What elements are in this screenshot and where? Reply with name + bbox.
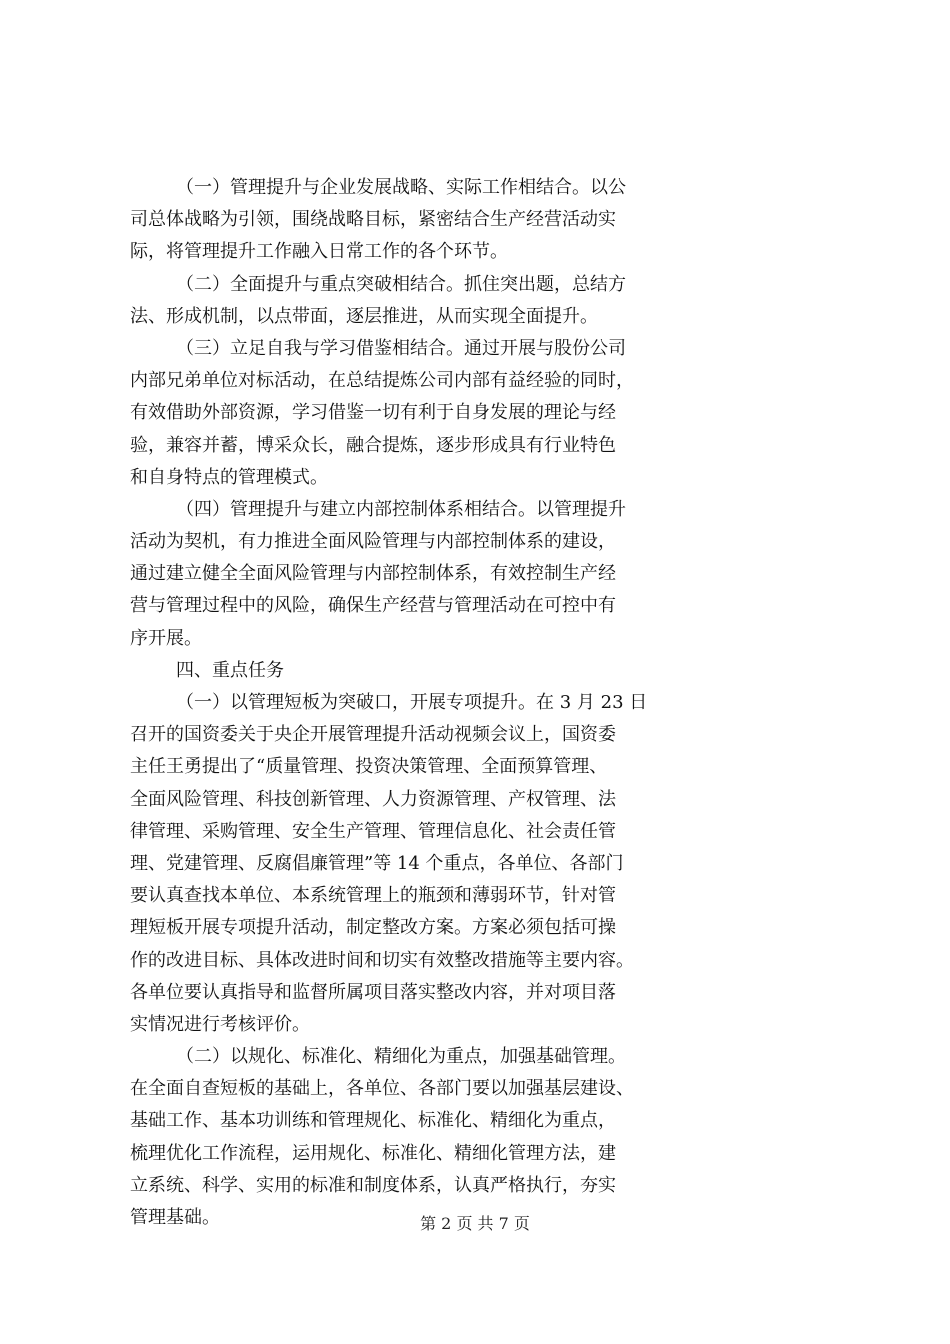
page-footer: 第 2 页 共 7 页	[420, 1214, 530, 1233]
text-line: 梳理优化工作流程，运用规化、标准化、精细化管理方法，建	[130, 1142, 616, 1164]
text-line: 主任王勇提出了“质量管理、投资决策管理、全面预算管理、	[130, 756, 608, 778]
text-line: 全面风险管理、科技创新管理、人力资源管理、产权管理、法	[130, 788, 616, 810]
text-line: （一）以管理短板为突破口，开展专项提升。在 3 月 23 日	[176, 692, 648, 713]
text-line: 立系统、科学、实用的标准和制度体系，认真严格执行，夯实	[130, 1174, 616, 1196]
text-line: 在全面自查短板的基础上，各单位、各部门要以加强基层建设、	[130, 1078, 634, 1100]
text-line: 司总体战略为引领，围绕战略目标，紧密结合生产经营活动实	[130, 209, 616, 231]
text-line: （四）管理提升与建立内部控制体系相结合。以管理提升	[176, 498, 626, 520]
text-line: 实情况进行考核评价。	[130, 1013, 310, 1035]
text-line: 律管理、采购管理、安全生产管理、管理信息化、社会责任管	[130, 820, 616, 842]
text-line: 要认真查找本单位、本系统管理上的瓶颈和薄弱环节，针对管	[130, 885, 616, 907]
text-line: 和自身特点的管理模式。	[130, 466, 328, 488]
text-line: 理、党建管理、反腐倡廉管理”等 14 个重点，各单位、各部门	[130, 852, 624, 874]
text-line: 理短板开展专项提升活动，制定整改方案。方案必须包括可操	[130, 917, 616, 939]
text-line: 验，兼容并蓄，博采众长，融合提炼，逐步形成具有行业特色	[130, 434, 616, 456]
text-line: 际，将管理提升工作融入日常工作的各个环节。	[130, 241, 508, 263]
text-line: 各单位要认真指导和监督所属项目落实整改内容，并对项目落	[130, 981, 616, 1003]
text-line: 法、形成机制，以点带面，逐层推进，从而实现全面提升。	[130, 305, 598, 327]
text-line: （二）全面提升与重点突破相结合。抓住突出题，总结方	[176, 273, 626, 295]
text-line: （三）立足自我与学习借鉴相结合。通过开展与股份公司	[176, 337, 626, 359]
text-line: 有效借助外部资源，学习借鉴一切有利于自身发展的理论与经	[130, 402, 616, 424]
text-line: 序开展。	[130, 627, 202, 649]
text-line: 召开的国资委关于央企开展管理提升活动视频会议上，国资委	[130, 724, 616, 746]
text-line: （二）以规化、标准化、精细化为重点，加强基础管理。	[176, 1046, 626, 1068]
text-line: 营与管理过程中的风险，确保生产经营与管理活动在可控中有	[130, 595, 616, 617]
text-line: （一）管理提升与企业发展战略、实际工作相结合。以公	[176, 177, 626, 198]
text-line: 基础工作、基本功训练和管理规化、标准化、精细化为重点，	[130, 1110, 616, 1132]
text-line: 管理基础。	[130, 1207, 220, 1228]
text-line: 通过建立健全全面风险管理与内部控制体系，有效控制生产经	[130, 563, 616, 585]
text-line: 内部兄弟单位对标活动，在总结提炼公司内部有益经验的同时，	[130, 370, 634, 392]
text-line: 四、重点任务	[176, 659, 284, 681]
text-line: 作的改进目标、具体改进时间和切实有效整改措施等主要内容。	[130, 949, 634, 971]
document-body	[130, 172, 830, 1234]
text-line: 活动为契机，有力推进全面风险管理与内部控制体系的建设，	[130, 531, 616, 553]
